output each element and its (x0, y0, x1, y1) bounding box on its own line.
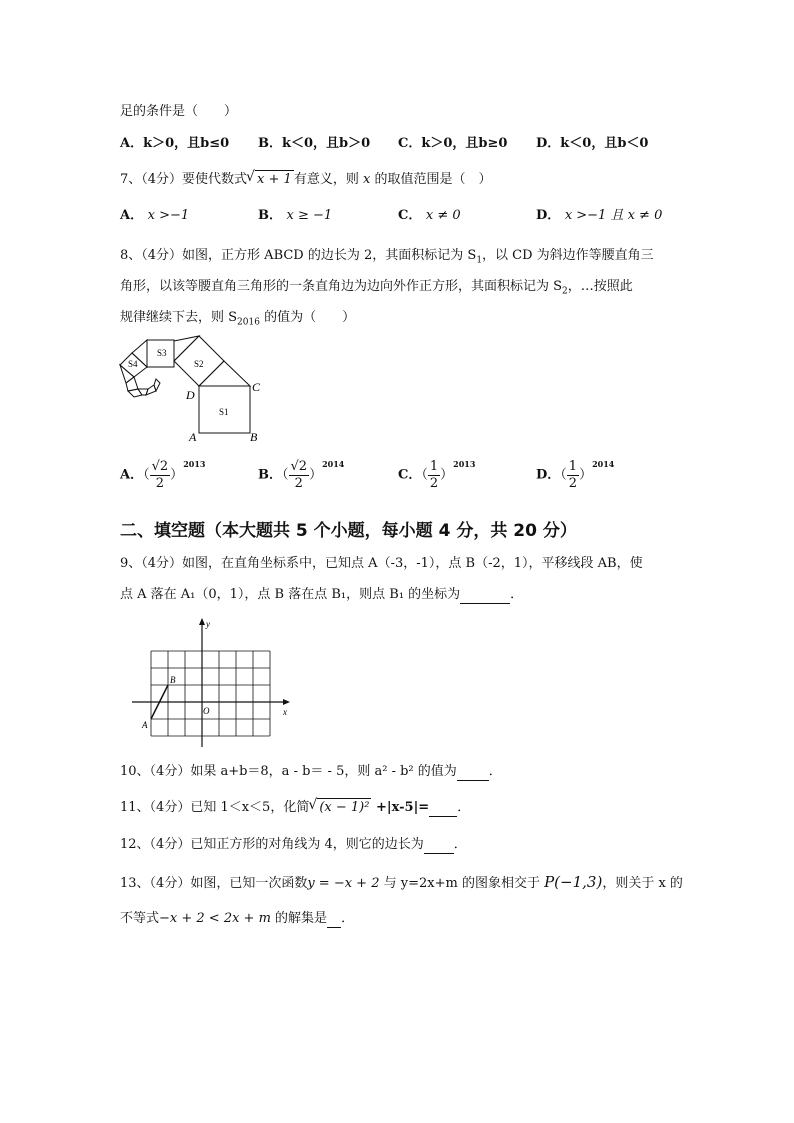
q12-stem: 12、（4分）已知正方形的对角线为 4，则它的边长为 ． (120, 837, 467, 852)
q10-stem: 10、（4分）如果 a+b＝8，a - b＝ - 5，则 a² - b² 的值为 ． (120, 764, 502, 779)
q6-option-c: C．k＞0，且b≥0 (398, 136, 508, 151)
q7-option-b: B． x ≥ −1 (258, 208, 333, 223)
q7-option-c: C． x ≠ 0 (398, 208, 461, 223)
q13-line1: 13、（4分）如图，已知一次函数y = −x + 2 与 y=2x+m 的图象相交于 P(−1,3)，则关于 x 的 (120, 873, 683, 891)
label-d: D (186, 388, 195, 402)
q13-line2: 不等式−x + 2 < 2x + m 的解集是 ． (120, 911, 355, 926)
label-b: B (250, 430, 258, 444)
label-x: x (283, 707, 287, 717)
q9-answer-blank (460, 589, 510, 604)
label-a: A (189, 430, 197, 444)
q11-stem: 11、（4分）已知 1＜x＜5，化简√ (x − 1)² +|x-5|= ． (120, 798, 470, 817)
label-s1: S1 (219, 407, 229, 417)
label-y: y (206, 619, 210, 629)
q7-option-a: A． x >−1 (120, 208, 190, 223)
q6-option-b: B．k＜0，且b＞0 (258, 136, 371, 151)
q8-option-c: C．（ $\frac{1}{2}$ ）$^{2013}$ (398, 459, 476, 491)
q8-option-b: B．（ $\frac{√2}{2}$ ）$^{2014}$ (258, 459, 345, 491)
q6-stem-tail: 足的条件是（ ） (120, 104, 238, 119)
section-heading: 二、填空题（本大题共 5 个小题，每小题 4 分，共 20 分） (120, 521, 577, 541)
q6-option-a: A．k＞0，且b≤0 (120, 136, 230, 151)
q9-coordinate-grid-figure (128, 615, 298, 750)
q9-line1: 9、（4分）如图，在直角坐标系中，已知点 A（-3，-1），点 B（-2，1），平移线段 AB，使 (120, 556, 643, 571)
q7-radical: √ x + 1 (255, 170, 294, 189)
q8-square-spiral-figure (112, 333, 272, 448)
label-c: C (252, 380, 261, 394)
label-b: B (170, 675, 176, 685)
label-s3: S3 (157, 348, 167, 358)
q8-line3: 规律继续下去，则 $S_{2016}$ 的值为（ ） (120, 310, 356, 328)
q8-line2: 角形，以该等腰直角三角形的一条直角边为边向外作正方形，其面积标记为 $S_2$，…按照此 (120, 279, 633, 297)
q8-line1: 8、（4分）如图，正方形 ABCD 的边长为 2，其面积标记为 $S_1$，以 CD 为斜边作等腰直角三 (120, 248, 654, 266)
q7-option-d: D． x >−1 且 x ≠ 0 (536, 208, 663, 223)
q13-answer-blank (327, 913, 341, 928)
label-a: A (142, 720, 148, 730)
q6-option-d: D．k＜0，且b＜0 (536, 136, 649, 151)
q8-option-d: D．（ $\frac{1}{2}$ ）$^{2014}$ (536, 459, 615, 491)
q12-answer-blank (424, 839, 454, 854)
label-s4: S4 (128, 359, 138, 369)
q11-answer-blank (429, 802, 457, 817)
q8-option-a: A．（ $\frac{√2}{2}$ ）$^{2013}$ (120, 459, 206, 491)
q7-stem: 7、（4分）要使代数式√ x + 1 有意义，则 x 的取值范围是（ ） (120, 170, 491, 189)
label-s2: S2 (194, 359, 204, 369)
q9-line2: 点 A 落在 A₁（0，1），点 B 落在点 B₁，则点 B₁ 的坐标为 ． (120, 587, 524, 602)
label-o: O (203, 706, 210, 716)
q10-answer-blank (457, 766, 489, 781)
